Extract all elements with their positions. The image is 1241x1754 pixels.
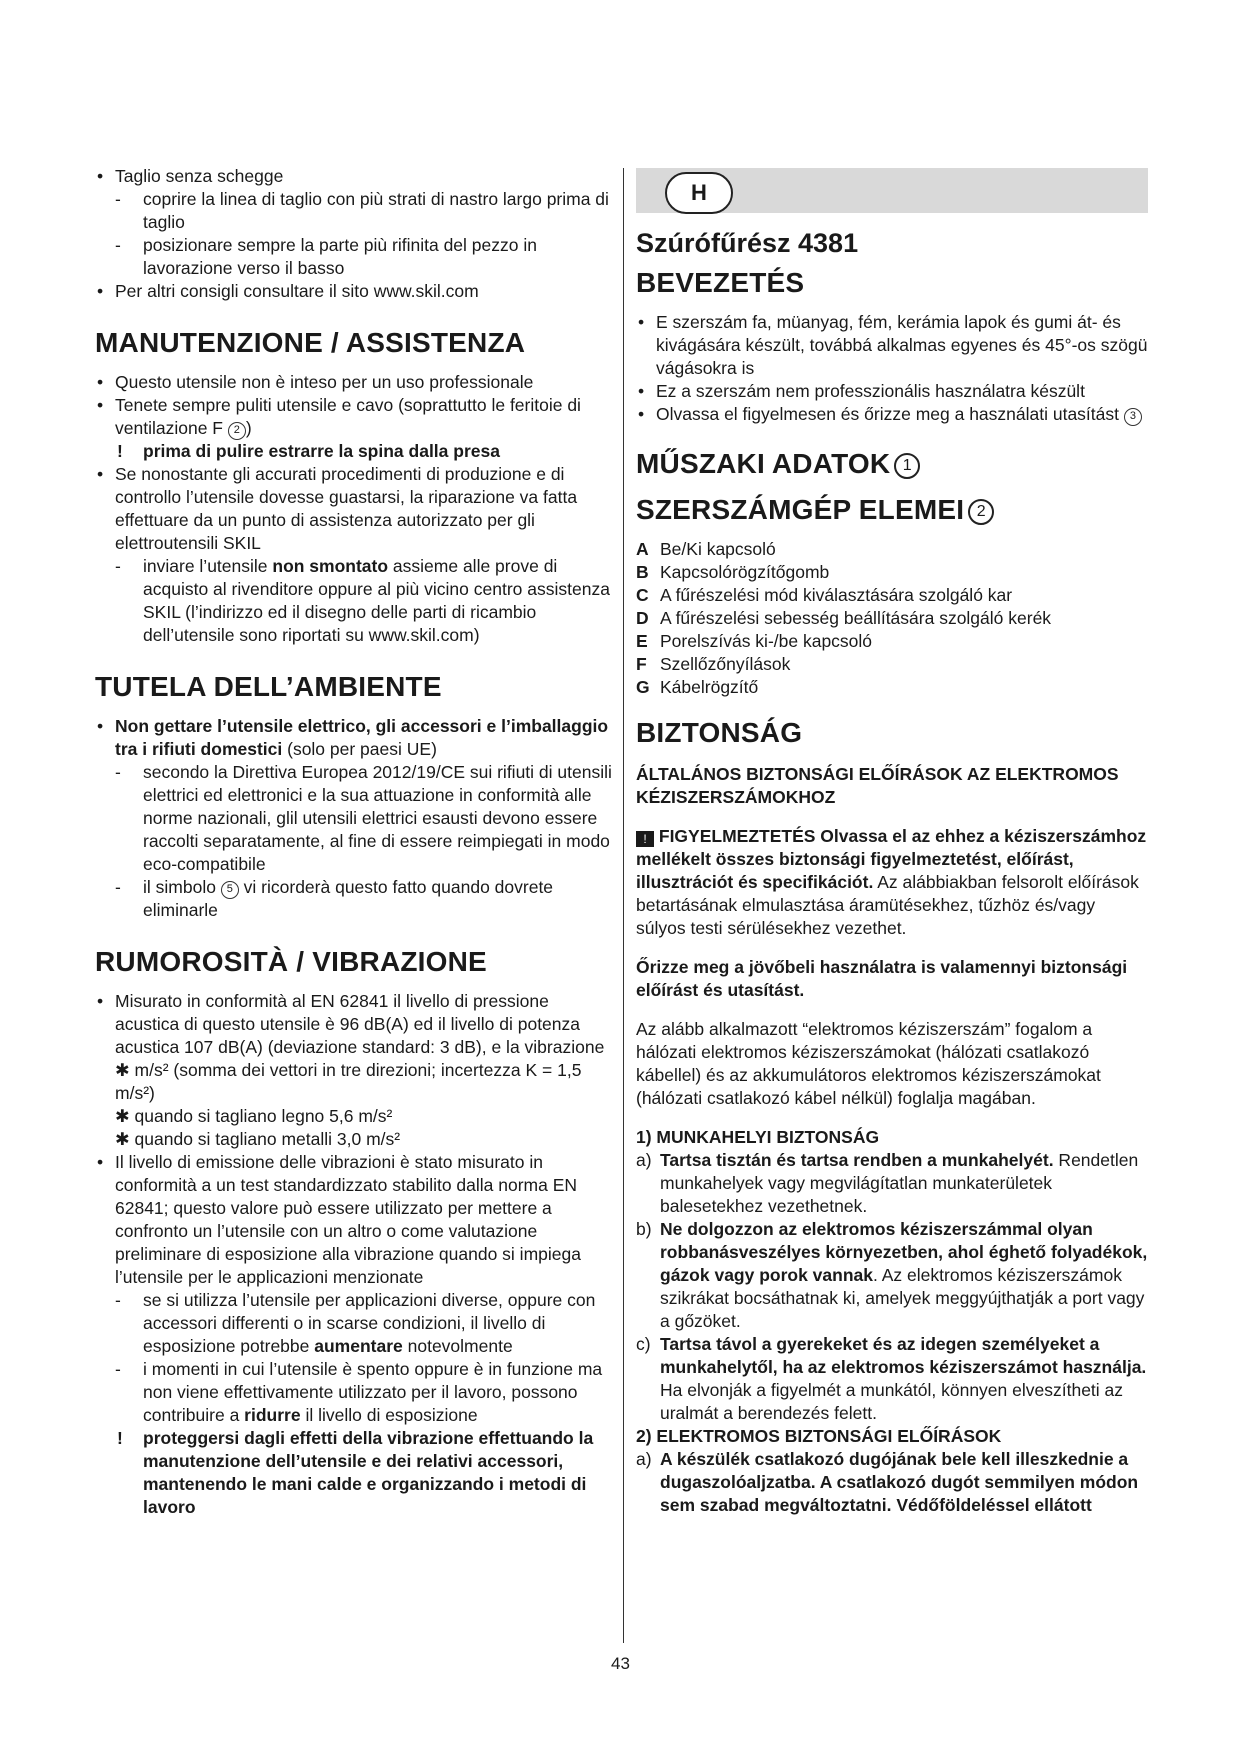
text: Ha elvonják a figyelmét a munkától, könnyen elveszítheti az uralmát a berendezés felett. bbox=[660, 1380, 1124, 1423]
part-item bbox=[636, 561, 1148, 584]
dash-item bbox=[95, 1358, 615, 1427]
warning-item bbox=[95, 440, 615, 463]
text: Olvassa el figyelmesen és őrizze meg a használati utasítást bbox=[656, 404, 1119, 424]
text: MŰSZAKI ADATOK bbox=[636, 448, 891, 479]
bullet-item bbox=[636, 380, 1148, 403]
text: quando si tagliano metalli 3,0 m/s² bbox=[134, 1129, 401, 1149]
part-key: F bbox=[636, 654, 647, 674]
text: Ez a szerszám nem professzionális használatra készült bbox=[656, 381, 1085, 401]
part-text: A fűrészelési mód kiválasztására szolgáló kar bbox=[660, 585, 1013, 605]
part-text: A fűrészelési sebesség beállítására szolgáló kerék bbox=[660, 608, 1052, 628]
part-item bbox=[636, 607, 1148, 630]
heading-bevezetes: BEVEZETÉS bbox=[636, 267, 805, 298]
warning-triangle-icon: ! bbox=[636, 831, 654, 847]
part-item bbox=[636, 630, 1148, 653]
text-bold: Tartsa tisztán és tartsa rendben a munkahelyét. bbox=[660, 1150, 1054, 1170]
bullet-taglio bbox=[95, 165, 615, 188]
text: m/s² (somma dei vettori in tre direzioni; incertezza K = 1,5 m/s²) bbox=[115, 1060, 582, 1103]
rule-key: b) bbox=[636, 1219, 652, 1239]
text: (solo per paesi UE) bbox=[282, 739, 437, 759]
part-text: Szellőzőnyílások bbox=[660, 654, 791, 674]
part-key: B bbox=[636, 562, 649, 582]
text: prima di pulire estrarre la spina dalla presa bbox=[143, 441, 500, 461]
text-bold: A készülék csatlakozó dugójának bele kell illeszkednie a dugaszolóaljzatba. A csatlakozó dugót semmilyen módon sem szabad megváltoztatni. Védőföldeléssel ellátott bbox=[660, 1449, 1139, 1515]
bullet-item bbox=[636, 311, 1148, 380]
text: Taglio senza schegge bbox=[115, 166, 284, 186]
part-text: Kábelrögzítő bbox=[660, 677, 759, 697]
text: Il livello di emissione delle vibrazioni è stato misurato in conformità a un test standardizzato stabilito dalla norma EN 62841; questo valore può essere utilizzato per mettere a confronto un l’utensile con un altro o come valutazione preliminare di esposizione alla vibrazione quando si impiega l’utensile per le applicazioni menzionate bbox=[115, 1152, 581, 1287]
spacer bbox=[636, 940, 1148, 956]
heading-tutela: TUTELA DELL’AMBIENTE bbox=[95, 671, 442, 702]
text: posizionare sempre la parte più rifinita del pezzo in lavorazione verso il basso bbox=[143, 235, 537, 278]
text: i momenti in cui l’utensile è spento oppure è in funzione ma non viene effettivamente utilizzato per il lavoro, possono contribuire a bbox=[143, 1359, 603, 1425]
warning-paragraph bbox=[636, 825, 1148, 940]
spacer bbox=[636, 1002, 1148, 1018]
text-bold: FIGYELMEZTETÉS Olvassa el az ehhez a kéziszerszámhoz mellékelt összes biztonsági figyelmeztetést, előírást, illusztrációt és specifikációt. bbox=[636, 826, 1147, 892]
heading-muszaki bbox=[636, 448, 1148, 480]
text: Misurato in conformità al EN 62841 il livello di pressione acustica di questo utensile è 96 dB(A) ed il livello di potenza acustica 107 dB(A) (deviazione standard: 3 dB), e la vibrazione bbox=[115, 991, 605, 1057]
text: Se nonostante gli accurati procedimenti di produzione e di controllo l’utensile dovesse guastarsi, la riparazione va fatta effettuare da un punto di assistenza autorizzato per gli elettroutensili SKIL bbox=[115, 464, 578, 553]
circled-number: 3 bbox=[1124, 408, 1142, 426]
rule-item bbox=[636, 1333, 1148, 1425]
star-icon: ✱ bbox=[115, 1129, 130, 1149]
dash-item bbox=[95, 188, 615, 234]
heading-elemei bbox=[636, 494, 1148, 526]
part-item bbox=[636, 538, 1148, 561]
heading-biztonsag: BIZTONSÁG bbox=[636, 717, 803, 748]
text-bold: Non gettare l’utensile elettrico, gli accessori e l’imballaggio tra i rifiuti domestici bbox=[115, 716, 609, 759]
heading-rumorosita: RUMOROSITÀ / VIBRAZIONE bbox=[95, 946, 487, 977]
rule-item bbox=[636, 1448, 1148, 1517]
text-bold: non smontato bbox=[272, 556, 389, 576]
bullet-item bbox=[95, 1151, 615, 1289]
star-icon: ✱ bbox=[115, 1106, 130, 1126]
subheading-altalanos: ÁLTALÁNOS BIZTONSÁGI ELŐÍRÁSOK AZ ELEKTROMOS KÉZISZERSZÁMOKHOZ bbox=[636, 764, 1119, 807]
parts-list bbox=[636, 538, 1148, 699]
part-text: Be/Ki kapcsoló bbox=[660, 539, 776, 559]
dash-item bbox=[95, 876, 615, 922]
text: proteggersi dagli effetti della vibrazione effettuando la manutenzione dell’utensile e dei relativi accessori, mantenendo le mani calde e organizzando i metodi di lavoro bbox=[143, 1428, 594, 1517]
text: assieme alle prove di acquisto al rivenditore oppure al più vicino centro assistenza SKIL (l’indirizzo ed il disegno delle parti di ricambio dell’utensile sono riportati su www.skil.com) bbox=[143, 556, 610, 645]
text: Per altri consigli consultare il sito www.skil.com bbox=[115, 281, 479, 301]
circled-number: 5 bbox=[221, 881, 239, 899]
part-key: E bbox=[636, 631, 648, 651]
circled-number: 2 bbox=[228, 422, 246, 440]
part-text: Kapcsolórögzítőgomb bbox=[660, 562, 830, 582]
text: Rendetlen munkahelyek vagy megvilágítatlan munkaterületek balesetekhez vezethetnek. bbox=[660, 1150, 1139, 1216]
text: Questo utensile non è inteso per un uso professionale bbox=[115, 372, 534, 392]
bullet-item bbox=[95, 371, 615, 394]
part-item bbox=[636, 584, 1148, 607]
star-icon: ✱ bbox=[115, 1060, 130, 1080]
keep-instructions: Őrizze meg a jövőbeli használatra is valamennyi biztonsági előírást és utasítást. bbox=[636, 957, 1128, 1000]
text: il livello di esposizione bbox=[300, 1405, 478, 1425]
text: Az alábbiakban felsorolt előírások betartásának elmulasztása áramütésekhez, tűzhöz és/vagy súlyos testi sérülésekhez vezethet. bbox=[636, 872, 1139, 938]
text: E szerszám fa, müanyag, fém, kerámia lapok és gumi át- és kivágására készült, továbbá alkalmas egyenes és 45°-os szögü vágásokra is bbox=[656, 312, 1148, 378]
text: coprire la linea di taglio con più strati di nastro largo prima di taglio bbox=[143, 189, 609, 232]
part-item bbox=[636, 653, 1148, 676]
dash-item bbox=[95, 1289, 615, 1358]
vibration-wood bbox=[95, 1105, 615, 1128]
right-column bbox=[636, 165, 1148, 1517]
heading-manutenzione: MANUTENZIONE / ASSISTENZA bbox=[95, 327, 526, 358]
text: inviare l’utensile bbox=[143, 556, 273, 576]
language-banner bbox=[636, 168, 1148, 213]
text: vi ricorderà questo fatto quando dovrete eliminarle bbox=[143, 877, 554, 920]
text: notevolmente bbox=[402, 1336, 513, 1356]
definition-paragraph: Az alább alkalmazott “elektromos kéziszerszám” fogalom a hálózati elektromos kéziszerszámokat (hálózati csatlakozó kábellel) és az akkumulátoros elektromos kéziszerszámokat (hálózati csatlakozó kábel nélkül) foglalja magában. bbox=[636, 1019, 1101, 1108]
text: quando si tagliano legno 5,6 m/s² bbox=[134, 1106, 393, 1126]
rule-key: a) bbox=[636, 1449, 652, 1469]
part-key: A bbox=[636, 539, 649, 559]
circled-number: 1 bbox=[894, 453, 920, 479]
part-item bbox=[636, 676, 1148, 699]
subheading-munkahelyi: 1) MUNKAHELYI BIZTONSÁG bbox=[636, 1127, 880, 1147]
left-column bbox=[95, 165, 615, 1519]
language-badge: H bbox=[665, 172, 733, 214]
bullet-item bbox=[95, 463, 615, 555]
text: . Az elektromos kéziszerszámok szikrákat bocsáthatnak ki, amelyek meggyújthatják a port vagy a gőzöket. bbox=[660, 1265, 1145, 1331]
bullet-skil-link bbox=[95, 280, 615, 303]
vibration-metal bbox=[95, 1128, 615, 1151]
bullet-item bbox=[95, 394, 615, 440]
bullet-item bbox=[636, 403, 1148, 426]
text: secondo la Direttiva Europea 2012/19/CE sui rifiuti di utensili elettrici ed elettronici e la sua attuazione in conformità alle norme nazionali, glil utensili elettrici esausti devono essere raccolti separatamente, al fine di essere reimpiegati in modo eco-compatibile bbox=[143, 762, 612, 874]
rule-key: c) bbox=[636, 1334, 651, 1354]
rule-item bbox=[636, 1149, 1148, 1218]
dash-item bbox=[95, 761, 615, 876]
part-key: C bbox=[636, 585, 649, 605]
part-key: D bbox=[636, 608, 649, 628]
warning-item bbox=[95, 1427, 615, 1519]
column-divider bbox=[623, 168, 624, 1643]
text-bold: Tartsa távol a gyerekeket és az idegen személyeket a munkahelytől, ha az elektromos kéziszerszámot használja. bbox=[660, 1334, 1147, 1377]
dash-item bbox=[95, 234, 615, 280]
text: Tenete sempre puliti utensile e cavo (soprattutto le feritoie di ventilazione F bbox=[115, 395, 581, 438]
page-number: 43 bbox=[611, 1654, 630, 1673]
bullet-item bbox=[95, 715, 615, 761]
text: SZERSZÁMGÉP ELEMEI bbox=[636, 494, 965, 525]
text: ) bbox=[245, 418, 252, 438]
spacer bbox=[636, 809, 1148, 825]
product-title: Szúrófűrész 4381 bbox=[636, 228, 859, 258]
dash-item bbox=[95, 555, 615, 647]
text: se si utilizza l’utensile per applicazioni diverse, oppure con accessori differenti o in scarse condizioni, il livello di esposizione potrebbe bbox=[143, 1290, 596, 1356]
part-text: Porelszívás ki-/be kapcsoló bbox=[660, 631, 873, 651]
circled-number: 2 bbox=[968, 499, 994, 525]
text-bold: ridurre bbox=[244, 1405, 301, 1425]
text-bold: Ne dolgozzon az elektromos kéziszerszámmal olyan robbanásveszélyes környezetben, ahol éghető folyadékok, gázok vagy porok vannak bbox=[660, 1219, 1148, 1285]
part-key: G bbox=[636, 677, 650, 697]
text-bold: aumentare bbox=[314, 1336, 403, 1356]
spacer bbox=[636, 1110, 1148, 1126]
text: il simbolo bbox=[143, 877, 221, 897]
rule-item bbox=[636, 1218, 1148, 1333]
subheading-elektromos: 2) ELEKTROMOS BIZTONSÁGI ELŐÍRÁSOK bbox=[636, 1426, 1002, 1446]
rule-key: a) bbox=[636, 1150, 652, 1170]
bullet-item bbox=[95, 990, 615, 1105]
